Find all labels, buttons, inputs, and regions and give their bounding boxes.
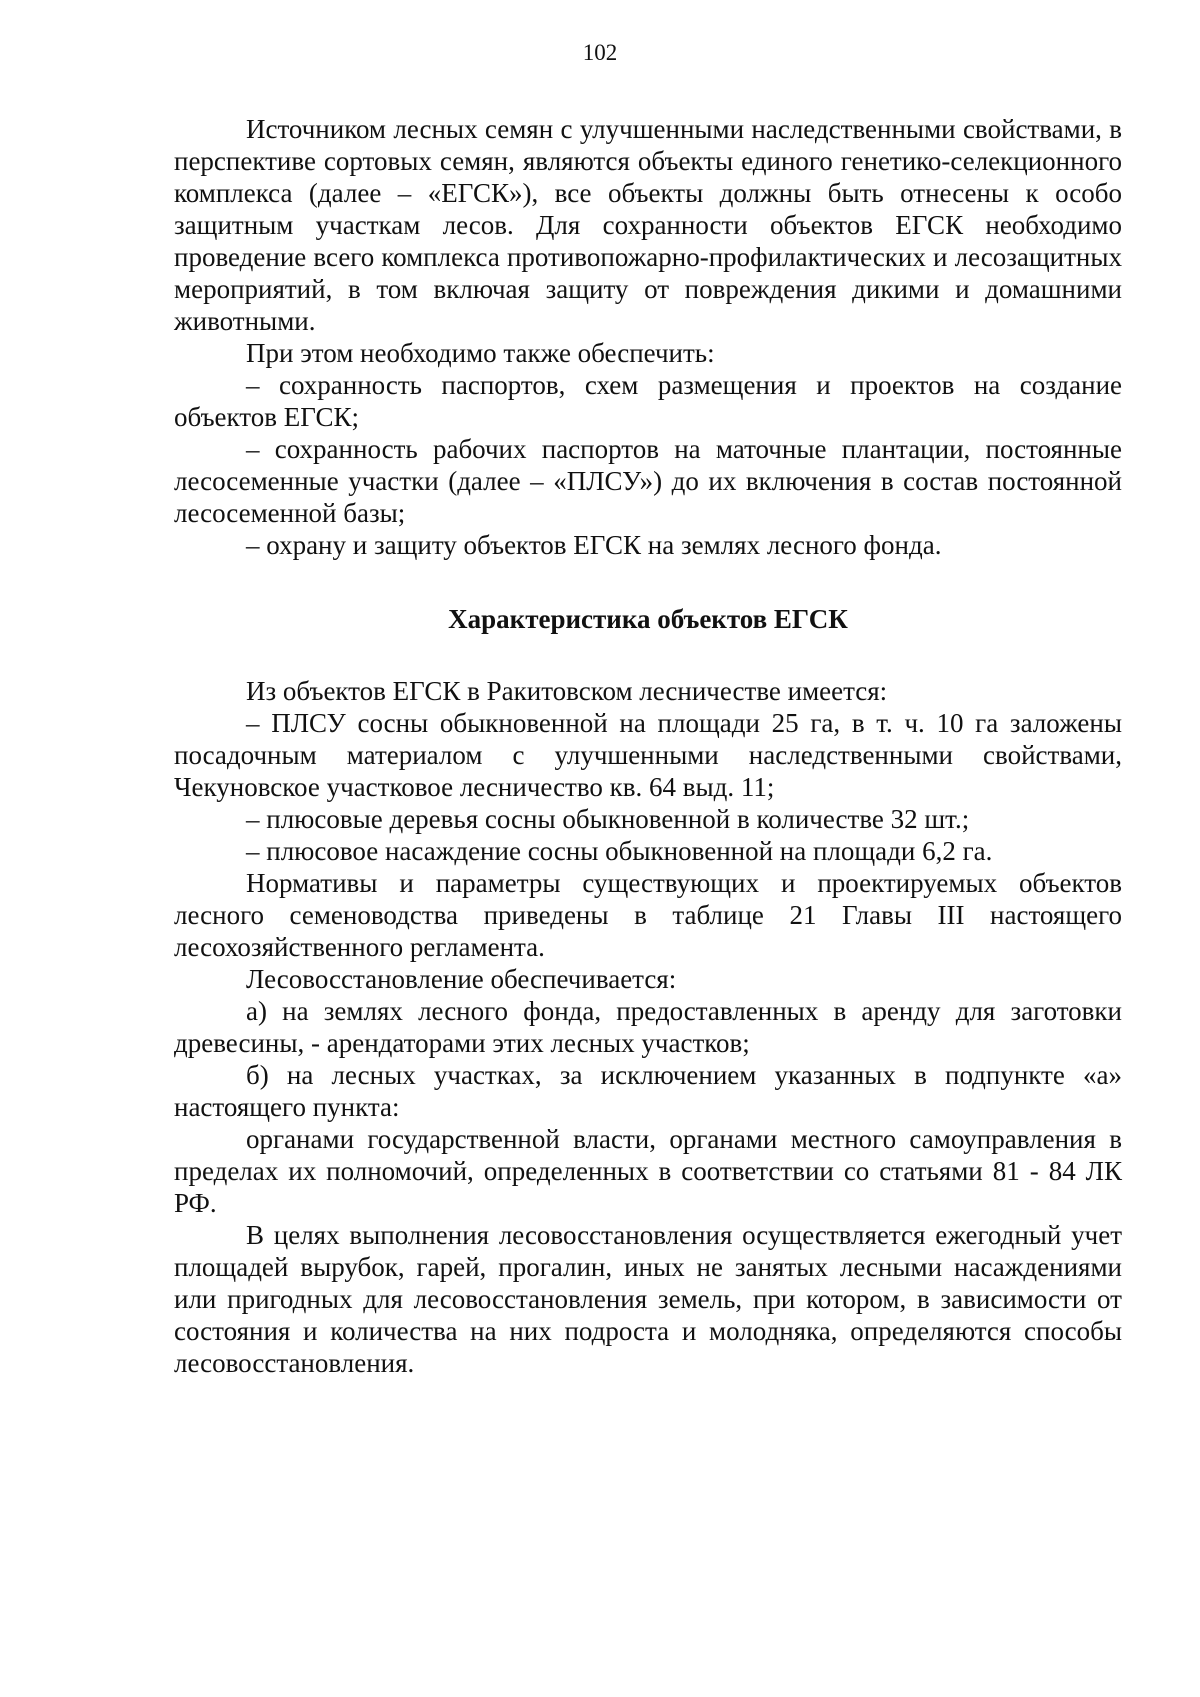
list-item-working-passports: – сохранность рабочих паспортов на маточные плантации, постоянные лесосеменные участки (далее – «ПЛСУ») до их включения в состав постоянной лесосеменной базы; xyxy=(174,434,1122,528)
list-item-plus-trees: – плюсовые деревья сосны обыкновенной в количестве 32 шт.; xyxy=(246,804,970,834)
list-item-plsu: – ПЛСУ сосны обыкновенной на площади 25 га, в т. ч. 10 га заложены посадочным материалом с улучшенными наследственными свойствами, Чекуновское участковое лесничество кв. 64 выд. 11; xyxy=(174,708,1122,802)
list-item-b: б) на лесных участках, за исключением указанных в подпункте «а» настоящего пункта: xyxy=(174,1060,1122,1122)
list-item-passports: – сохранность паспортов, схем размещения и проектов на создание объектов ЕГСК; xyxy=(174,370,1122,432)
paragraph-authorities: органами государственной власти, органами местного самоуправления в пределах их полномочий, определенных в соответствии со статьями 81 - 84 ЛК РФ. xyxy=(174,1124,1122,1218)
page-number: 102 xyxy=(582,40,618,65)
paragraph-reforestation-intro: Лесовосстановление обеспечивается: xyxy=(246,964,677,994)
document-body xyxy=(174,113,1122,1379)
paragraph-annual-accounting: В целях выполнения лесовосстановления осуществляется ежегодный учет площадей вырубок, гарей, прогалин, иных не занятых лесными насаждениями или пригодных для лесовосстановления земель, при котором, в зависимости от состояния и количества на них подроста и молодняка, определяются способы лесовосстановления. xyxy=(174,1220,1122,1378)
paragraph-objects-intro: Из объектов ЕГСК в Ракитовском лесничестве имеется: xyxy=(246,676,888,706)
list-item-plus-stand: – плюсовое насаждение сосны обыкновенной на площади 6,2 га. xyxy=(246,836,993,866)
paragraph-norms: Нормативы и параметры существующих и проектируемых объектов лесного семеноводства приведены в таблице 21 Главы III настоящего лесохозяйственного регламента. xyxy=(174,868,1122,962)
list-item-protection: – охрану и защиту объектов ЕГСК на землях лесного фонда. xyxy=(246,530,942,560)
list-item-a: а) на землях лесного фонда, предоставленных в аренду для заготовки древесины, - арендаторами этих лесных участков; xyxy=(174,996,1122,1058)
paragraph-egsk-intro: Источником лесных семян с улучшенными наследственными свойствами, в перспективе сортовых семян, являются объекты единого генетико-селекционного комплекса (далее – «ЕГСК»), все объекты должны быть отнесены к особо защитным участкам лесов. Для сохранности объектов ЕГСК необходимо проведение всего комплекса противопожарно-профилактических и лесозащитных мероприятий, в том включая защиту от повреждения дикими и домашними животными. xyxy=(174,114,1122,336)
paragraph-requirements-intro: При этом необходимо также обеспечить: xyxy=(246,338,715,368)
section-heading: Характеристика объектов ЕГСК xyxy=(448,604,848,634)
